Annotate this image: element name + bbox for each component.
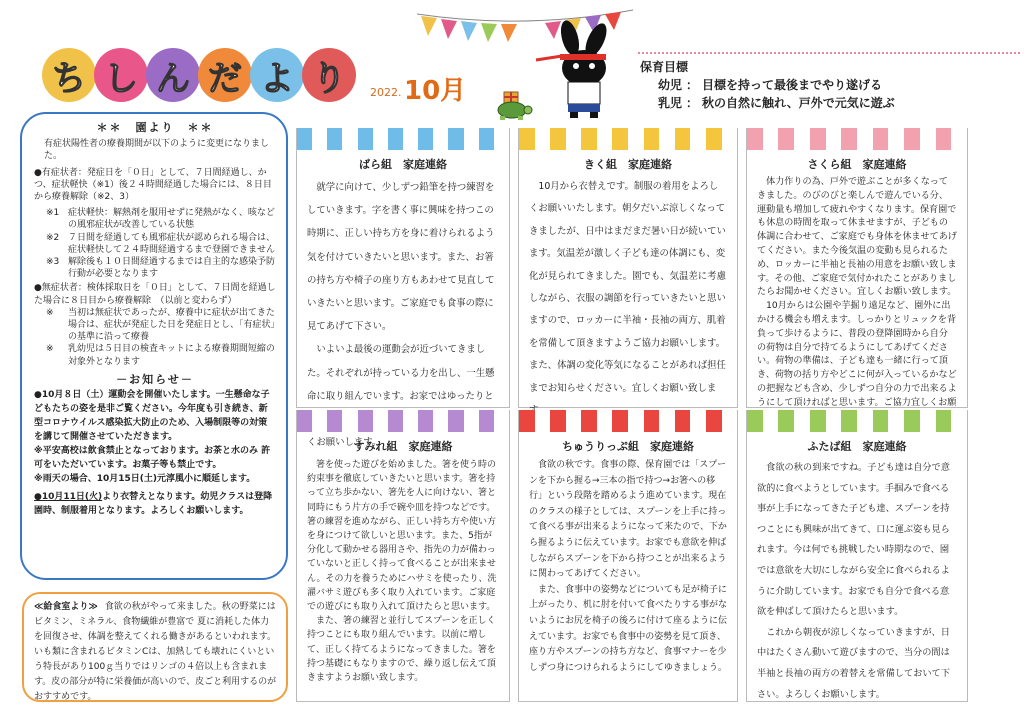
stripe-segment — [464, 410, 479, 432]
title-char-6: り — [302, 48, 356, 102]
stripe-segment — [951, 410, 967, 432]
goal-row-infant — [658, 76, 1020, 94]
stripe-segment — [479, 410, 494, 432]
stripe-segment — [810, 410, 826, 432]
stripe-segment — [519, 410, 535, 432]
stripe-segment — [612, 410, 628, 432]
class-box-futaba — [746, 410, 968, 702]
stripe-segment — [433, 128, 448, 150]
stripe-segment — [581, 410, 597, 432]
class-body — [747, 454, 967, 705]
stripe-segment — [936, 410, 952, 432]
stripe-segment — [841, 128, 857, 150]
stripe-segment — [904, 128, 920, 150]
stripe-segment — [888, 128, 904, 150]
stripe-segment — [418, 128, 433, 150]
stripe-segment — [358, 128, 373, 150]
asymptomatic-rule: ●無症状者：検体採取日を「０日」として、７日間を経過した場合に８日目から療養解除 （以前と変わらず） — [34, 283, 276, 306]
stripe-segment — [448, 410, 463, 432]
note-item — [34, 207, 276, 231]
class-body — [519, 454, 737, 676]
class-title: さくら組 家庭連絡 — [807, 158, 907, 171]
title-char-2: し — [94, 48, 148, 102]
stripe-decoration — [519, 128, 737, 150]
class-title: ばら組 家庭連絡 — [359, 158, 447, 171]
stripe-segment — [920, 410, 936, 432]
note-text: 解除後も１０日間経過するまでは自主的な感染予防行動が必要となります — [68, 257, 276, 280]
class-title: ちゅうりっぷ組 家庭連絡 — [562, 440, 694, 453]
stripe-segment — [519, 128, 535, 150]
stripe-segment — [388, 410, 403, 432]
stripe-segment — [597, 128, 613, 150]
paragraph: また、食事中の姿勢などについても足が椅子に上がったり、机に肘を付いて食べたりする事がないようにお尻を椅子の後ろに付けて座るように伝えています。お家でも食事中の姿勢を見て頂き、座り方やスプーンの持ち方など、食事マナーを少しずつ身につけられるようにしてゆきましょう。 — [529, 584, 728, 673]
goal-label: 乳児 — [658, 96, 683, 110]
stripe-segment — [373, 410, 388, 432]
class-title: すみれ組 家庭連絡 — [353, 440, 453, 453]
title-char-4: だ — [198, 48, 252, 102]
stripe-decoration — [297, 128, 509, 150]
issue-month: 10月 — [404, 76, 467, 106]
stripe-segment — [327, 128, 342, 150]
stripe-segment — [810, 128, 826, 150]
title-char-1: ち — [42, 48, 96, 102]
goals-divider — [638, 52, 1020, 55]
title-char-5: よ — [250, 48, 304, 102]
goals-heading: 保育目標 — [640, 60, 689, 74]
goal-label: 幼児 — [658, 78, 683, 92]
stripe-segment — [535, 410, 551, 432]
stripe-segment — [826, 128, 842, 150]
goal-text: 秋の自然に触れ、戸外で元気に遊ぶ — [702, 96, 895, 110]
stripe-segment — [794, 128, 810, 150]
stripe-segment — [904, 410, 920, 432]
stripe-segment — [448, 128, 463, 150]
stripe-segment — [659, 128, 675, 150]
stripe-segment — [628, 410, 644, 432]
stripe-segment — [464, 128, 479, 150]
stripe-segment — [644, 128, 660, 150]
note-item — [34, 343, 276, 367]
note-key: ※1 — [46, 208, 60, 219]
class-body — [297, 454, 509, 685]
paragraph: いよいよ最後の運動会が近づいてきました。それぞれが持っている力を出し、一生懸命に取り組んでいます。お家ではゆったりと くお願いします。 — [307, 344, 495, 449]
panel-heading: ＊＊ 園より ＊＊ — [96, 121, 214, 134]
newsletter-title — [42, 48, 372, 112]
title-char-3: ん — [146, 48, 200, 102]
class-title: ふたば組 家庭連絡 — [807, 440, 907, 453]
stripe-segment — [936, 128, 952, 150]
food-rule-notice: ※平安高校は飲食禁止となっております。お茶と水のみ 許可をいただいています。お菓子等も禁止です。 — [34, 446, 271, 471]
stripe-segment — [566, 128, 582, 150]
note-text: 当初は無症状であったが、療養中に症状が出てきた場合は、症状が発症した日を発症日とし、「有症状」の基準に沿って療養 — [68, 307, 276, 343]
stripe-segment — [297, 410, 312, 432]
stripe-segment — [659, 410, 675, 432]
stripe-segment — [675, 410, 691, 432]
rain-notice: ※雨天の場合、10月15日(土)元淳風小に順延します。 — [34, 474, 256, 485]
stripe-segment — [778, 410, 794, 432]
stripe-segment — [857, 410, 873, 432]
stripe-segment — [358, 410, 373, 432]
stripe-segment — [535, 128, 551, 150]
stripe-decoration — [519, 410, 737, 432]
class-box-sakura — [746, 128, 968, 408]
stripe-segment — [327, 410, 342, 432]
sports-day-notice: ●10月８日（土）運動会を開催いたします。一生懸命な子どもたちの姿を是非ご覧ください。今年度も引き続き、新型コロナウイルス感染拡大防止のため、入場制限等の対策を講じて開催させていただきます。 — [34, 390, 270, 443]
uniform-date: ●10月11日(火) — [34, 492, 103, 503]
stripe-segment — [550, 128, 566, 150]
stripe-decoration — [747, 128, 967, 150]
stripe-segment — [763, 128, 779, 150]
class-box-tulip — [518, 410, 738, 702]
note-key: ※ — [46, 307, 54, 318]
goal-text: 目標を持って最後までやり遂げる — [702, 78, 883, 92]
goal-row-toddler — [658, 94, 1020, 112]
stripe-segment — [873, 128, 889, 150]
stripe-segment — [597, 410, 613, 432]
symptomatic-rule: ●有症状者：発症日を「０日」として、７日間経過し、かつ、症状軽快（※1）後２４時間経過した場合には、８日目から療養解除（※2、3） — [34, 167, 272, 203]
class-title: きく組 家庭連絡 — [584, 158, 672, 171]
stripe-segment — [873, 410, 889, 432]
stripe-segment — [675, 128, 691, 150]
stripe-segment — [747, 128, 763, 150]
stripe-decoration — [747, 410, 967, 432]
stripe-segment — [550, 410, 566, 432]
stripe-segment — [628, 128, 644, 150]
stripe-segment — [826, 410, 842, 432]
stripe-segment — [479, 128, 494, 150]
stripe-segment — [690, 128, 706, 150]
stripe-segment — [342, 128, 357, 150]
paragraph: 就学に向けて、少しずつ鉛筆を持つ練習をしていきます。字を書く事に興味を持つこの時期に、正しい持ち方を身に着けられるよう気を付けていきたいと思います。また、お箸の持ち方や椅子の座り方もあわせて見直していきたいと思います。ご家庭でも食事の際に見てあげて下さい。 — [307, 182, 495, 333]
note-item — [34, 256, 276, 280]
stripe-segment — [706, 128, 722, 150]
stripe-segment — [612, 128, 628, 150]
note-key: ※ — [46, 344, 54, 355]
paragraph: 箸を使った遊びを始めました。箸を使う時の約束事を徹底していきたいと思います。箸を持って立ち歩かない、箸先を人に向けない、箸と同時にもう片方の手で碗や皿を持つなどです。箸の練習を進めながら、正しい持ち方や使い方を身につけて欲しいと思います。また、5指が分化して動かせる器用さや、指先の力が備わっていないと正しく持って食べることが出来ません。その力を養うためにハサミを使ったり、洗濯バサミ遊びも多く取り入れています。ご家庭での遊びにも取り入れて頂けたらと思います。 — [307, 460, 497, 613]
class-body — [519, 172, 737, 422]
stripe-segment — [888, 410, 904, 432]
goal-sep: ： — [686, 78, 699, 92]
stripe-segment — [566, 410, 582, 432]
stripe-segment — [342, 410, 357, 432]
stripe-decoration — [297, 410, 509, 432]
note-item — [34, 307, 276, 344]
note-key: ※2 — [46, 232, 60, 243]
paragraph: 体力作りの為、戸外で遊ぶことが多くなってきました。のびのびと楽しんで遊んでいる分、運動量も増加して疲れやすくなります。保育園でも休息の時間を取って休ませますが、子どもの体調に合わせて、ご家庭でも身体を休ませてあげてください。また今後気温の変動も見られるため、ロッカーに半袖と長袖の用意をお願い致します。その他、ご家庭で気付かれたことがありましたらお聞かせください。宜しくお願い致します。 — [757, 177, 957, 298]
stripe-segment — [388, 128, 403, 150]
note-text: 症状軽快：解熱剤を服用せずに発熱がなく、咳などの風邪症状が改善している状態 — [68, 208, 275, 231]
stripe-segment — [778, 128, 794, 150]
uniform-notice — [34, 490, 276, 518]
stripe-segment — [722, 128, 738, 150]
stripe-segment — [690, 410, 706, 432]
stripe-segment — [644, 410, 660, 432]
stripe-segment — [403, 128, 418, 150]
childcare-goals — [640, 58, 1020, 112]
note-item — [34, 232, 276, 256]
stripe-segment — [581, 128, 597, 150]
class-box-kiku — [518, 128, 738, 408]
paragraph: また、箸の練習と並行してスプーンを正しく持つことにも取り組んでいます。以前に増して、正しく持てるようになってきました。箸を持つ基礎にもなりますので、繰り返し伝えて頂きますようお願い致します。 — [307, 616, 496, 684]
stripe-segment — [418, 410, 433, 432]
class-body — [747, 172, 967, 424]
note-text: ７日間を経過しても風邪症状が認められる場合は、症状軽快して２４時間経過するまで登園できません — [68, 232, 276, 255]
goal-sep: ： — [686, 96, 699, 110]
stripe-segment — [312, 128, 327, 150]
stripe-segment — [722, 410, 738, 432]
paragraph: 食欲の秋です。食事の際、保育園では「スプーンを下から握る→三本の指で持つ→お箸への移行」という段階を踏めるよう進めています。現在のクラスの様子としては、スプーンを上手に持って食べる事が出来るようになって来たので、下から握るように伝えています。お家でも意欲を伸ばしながらスプーンを下から持つことが出来るように関わってあげてください。 — [529, 460, 727, 580]
stripe-segment — [920, 128, 936, 150]
uniform-text: より衣替えとなります。幼児クラスは登降園時、制服着用となります。よろしくお願いします。 — [34, 492, 273, 517]
notice-heading: －お知らせ－ — [116, 372, 194, 386]
stripe-segment — [403, 410, 418, 432]
note-key: ※3 — [46, 257, 60, 268]
stripe-segment — [857, 128, 873, 150]
stripe-segment — [747, 410, 763, 432]
stripe-segment — [494, 410, 509, 432]
notice-from-school-panel — [20, 112, 288, 580]
stripe-segment — [706, 410, 722, 432]
class-box-sumire — [296, 410, 510, 702]
note-text: 乳幼児は５日目の検査キットによる療養期間短縮の対象外となります — [68, 344, 275, 367]
kitchen-tag: ≪給食室より≫ — [34, 602, 98, 612]
stripe-segment — [373, 128, 388, 150]
stripe-segment — [794, 410, 810, 432]
rabbit-mascot-illustration — [526, 20, 626, 120]
stripe-segment — [433, 410, 448, 432]
kitchen-text: 食欲の秋がやって来ました。秋の野菜にはビタミン、ミネラル、食物繊維が豊富で 夏に消耗した体力を回復させ、体調を整えてくれる働きがあるといわれます。いも類に含まれるビタミンCは、加熱しても壊れにくいという特長があり100ｇ当りではリンゴの４倍以上も含まれます。皮の部分が特に栄養価が高いので、皮ごと利用するのがおすすめです。 — [34, 602, 277, 702]
stripe-segment — [841, 410, 857, 432]
stripe-segment — [951, 128, 967, 150]
issue-year: 2022. — [370, 86, 402, 99]
paragraph: 10月からは公園や芋掘り遠足など、園外に出かける機会も増えます。しっかりとリュックを背負って歩けるように、普段の登降園時から自分の荷物は自分で持てるようにしてあげてください。荷物の準備は、子ども達も一緒に行って頂き、荷物の括り方やどこに何が入っているかなどの把握なども含め、少しずつ自分の力で出来るようにして頂ければと思います。ご協力宜しくお願 — [757, 301, 957, 408]
paragraph: 食欲の秋の到来ですね。子ども達は自分で意欲的に食べようとしています。手掴みで食べる事が上手になってきた子ども達、スプーンを持つことにも興味が出てきて、口に運ぶ姿も見られます。今は何でも挑戦したい時期なので、園では意欲を大切にしながら安全に食べられるように介助しています。お家でも自分で食べる意欲を伸ばして頂けたらと思います。 — [757, 462, 950, 618]
intro-text: 有症状陽性者の療養期間が以下のように変更になりました。 — [44, 139, 270, 162]
paragraph: 10月から衣替えです。制服の着用をよろしくお願いいたします。朝夕だいぶ涼しくなってきましたが、日中はまだまだ暑い日が続いています。気温差が激しく子ども達の体調にも、変化が見られてきました。園でも、気温差に考慮しながら、衣服の調節を行っていきたいと思いますので、ロッカーに半袖・長袖の両方、肌着を常備して頂きますようご協力お願いします。また、体調の変化等気になることがあれば担任までお知らせください。宜しくお願い致しま — [529, 181, 726, 394]
stripe-segment — [297, 128, 312, 150]
kitchen-notice-panel — [22, 592, 288, 702]
stripe-segment — [494, 128, 509, 150]
stripe-segment — [763, 410, 779, 432]
paragraph: これから朝夜が涼しくなっていきますが、日中はたくさん動いて遊びますので、当分の間は半袖と長袖の両方の着替えを常備しておいて下さい。よろしくお願いします。 — [757, 626, 950, 700]
stripe-segment — [312, 410, 327, 432]
